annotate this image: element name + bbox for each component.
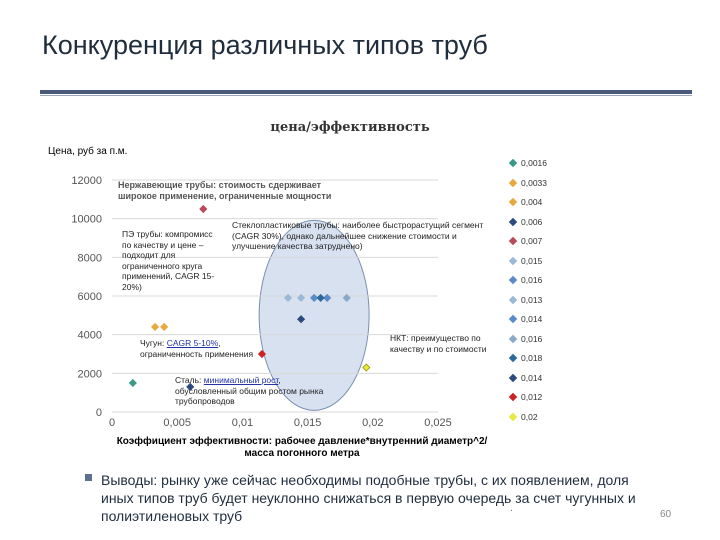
legend-swatch [509,178,517,186]
y-axis-label: Цена, руб за п.м. [48,146,128,157]
legend-swatch [509,159,517,167]
legend-item [510,412,538,422]
legend-label: 0,006 [521,216,543,227]
legend-label: 0,018 [521,353,543,363]
legend-item [510,178,547,188]
data-point [161,323,168,330]
y-tick-label: 12000 [71,175,102,187]
legend-item [510,158,547,168]
legend-item [510,295,542,305]
legend-item [510,256,542,266]
steel-suffix: , обусловленный общим ростом рынка трубопроводов [175,375,324,406]
cast-iron-prefix: Чугун: [140,338,167,348]
legend-item [510,353,542,363]
legend-label: 0,0016 [521,158,547,168]
legend-label: 0,014 [521,372,543,383]
legend-swatch [509,237,517,245]
y-tick-label: 4000 [77,329,102,342]
legend-swatch [509,217,517,225]
steel-link[interactable]: минимальный рост [203,375,279,385]
legend-swatch [509,393,517,401]
conclusion-text: Выводы: рынку уже сейчас необходимы подобные трубы, с их появлением, доля иных типов труб будет неуклонно снижаться в первую очередь за счет чугунных и полиэтиленовых труб [101,472,636,524]
cast-iron-suffix: , ограниченность применения [140,338,254,359]
legend-label: 0,015 [521,255,543,266]
page-number: 60 [660,509,672,520]
legend-item [510,314,542,324]
x-tick-label: 0,025 [424,417,452,429]
legend-item [510,334,542,344]
annotation-fiberglass-pipes: Стеклопластиковые трубы: наиболее быстрорастущий сегмент (CAGR 30%), однако дальнейшее снижение стоимости и улучшение качества затруднено) [232,220,484,251]
legend-label: 0,016 [521,275,543,285]
legend-item [510,275,542,285]
legend-swatch [509,295,517,303]
legend-label: 0,0033 [521,177,547,188]
legend-swatch [509,315,517,323]
legend-swatch [509,334,517,342]
cast-iron-link[interactable]: CAGR 5-10% [166,338,219,348]
legend-swatch [509,354,517,362]
y-tick-label: 2000 [77,368,102,381]
legend-item [510,197,542,207]
data-point [200,206,207,213]
y-tick-label: 6000 [77,291,102,303]
legend-label: 0,014 [521,314,543,324]
data-point [152,323,159,330]
legend-item [510,236,542,246]
legend-swatch [509,373,517,381]
legend-item [510,392,542,402]
x-tick-label: 0,02 [362,417,384,429]
data-point [363,364,370,371]
steel-prefix: Сталь: [175,375,204,385]
y-tick-label: 8000 [77,252,102,265]
x-tick-label: 0,01 [231,417,254,429]
annotation-nkt: НКТ: преимущество по качеству и по стоимости [390,333,487,354]
legend-item [510,373,542,383]
annotation-stainless: Нержавеющие трубы: стоимость сдерживает широкое применение, ограниченные мощности [118,180,332,201]
legend-label: 0,016 [521,333,543,344]
annotation-cast-iron [140,338,280,359]
legend-label: 0,007 [521,236,543,246]
x-tick-label: 0,015 [293,417,322,429]
conclusion-bullet [85,471,645,525]
annotation-pe-pipes: ПЭ трубы: компромисс по качеству и цене – подходит для ограниченного круга применений, CAGR 15-20%) [122,229,215,292]
legend-label: 0,013 [521,294,543,305]
data-point [129,380,136,387]
x-axis-label: Коэффициент эффективности: рабочее давление*внутренний диаметр^2/масса погонного метра [116,436,488,459]
stray-dot: . [510,503,513,514]
y-tick-label: 0 [95,407,102,419]
x-tick-label: 0,005 [163,417,191,429]
legend-label: 0,02 [521,411,538,422]
legend-swatch [509,256,517,264]
annotation-steel [175,375,335,407]
x-tick-label: 0 [108,417,116,429]
legend-swatch [509,198,517,206]
legend-label: 0,004 [521,197,543,207]
chart-title: цена/эффективность [270,120,430,135]
legend-label: 0,012 [521,392,543,402]
slide-title: Конкуренция различных типов труб [42,30,488,60]
legend-swatch [509,276,517,284]
legend-swatch [509,412,517,420]
legend-item [510,217,542,227]
y-tick-label: 10000 [71,213,102,226]
